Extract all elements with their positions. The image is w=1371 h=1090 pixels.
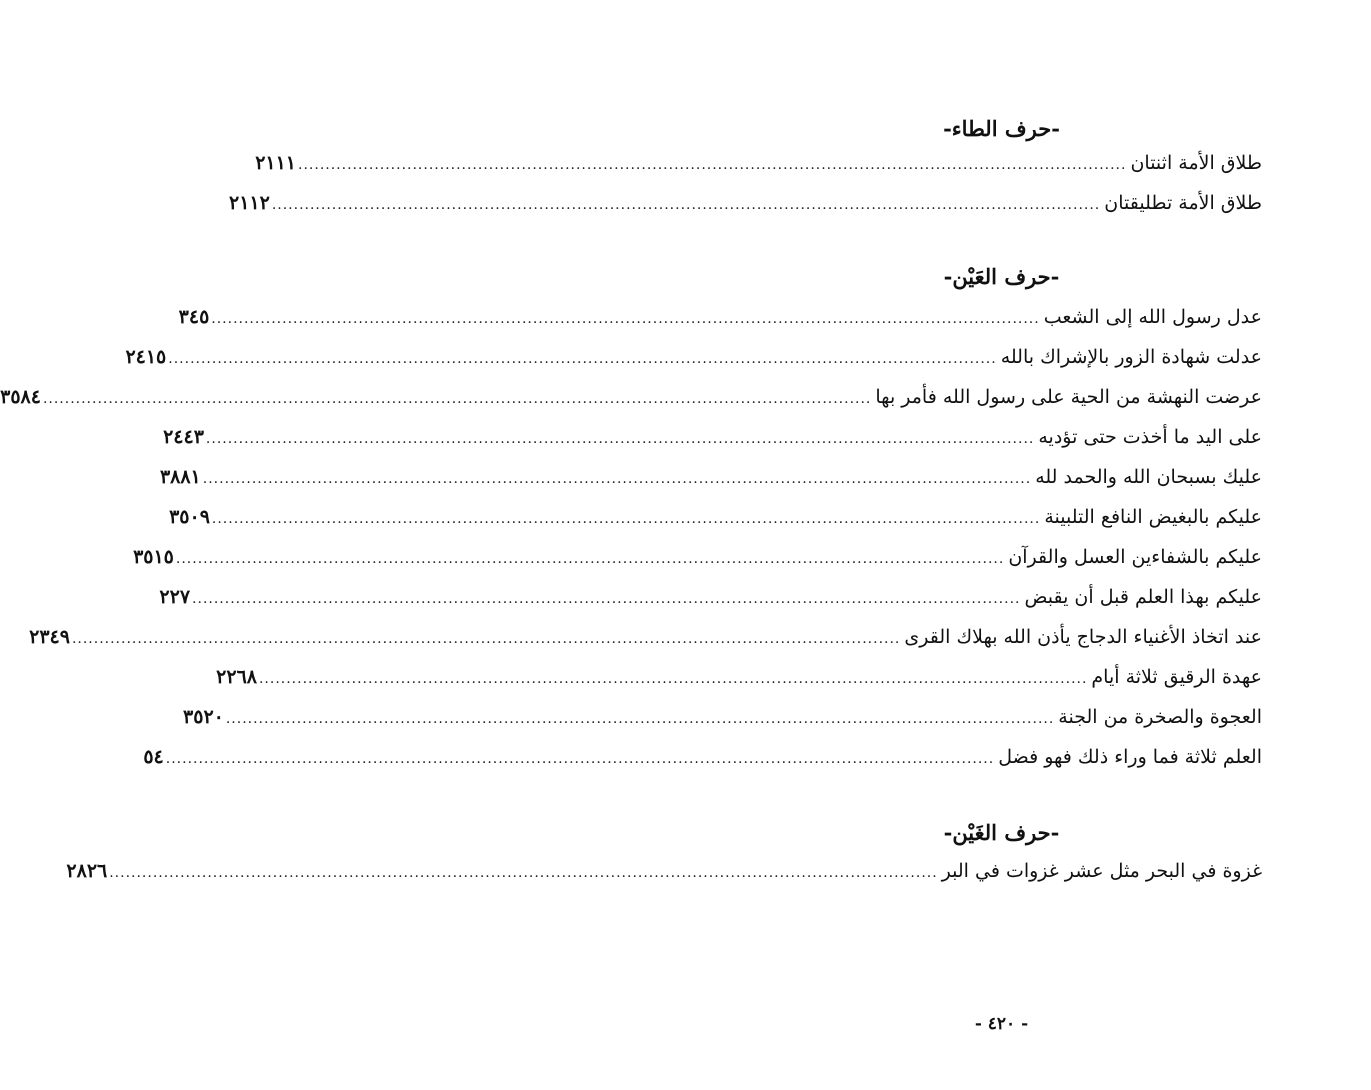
index-entry	[159, 462, 1262, 502]
entry-number: ٢٨٢٦	[66, 860, 108, 882]
entry-text: غزوة في البحر مثل عشر غزوات في البر	[941, 860, 1262, 882]
entry-number: ٢٤٤٣	[163, 426, 204, 448]
leader-dots: ........................................................................................................................................................	[192, 591, 1021, 607]
entry-text: عليكم بالشفاءين العسل والقرآن	[1008, 546, 1262, 568]
index-entry	[0, 382, 1262, 422]
entry-number: ٢٤١٥	[125, 346, 167, 368]
leader-dots: ........................................................................................................................................................	[211, 511, 1041, 527]
index-entry	[133, 542, 1262, 582]
index-entry	[29, 622, 1262, 662]
entry-text: عدلت شهادة الزور بالإشراك بالله	[1000, 346, 1262, 368]
entry-number: ٢٢٦٨	[216, 666, 257, 688]
index-entry	[228, 188, 1262, 228]
leader-dots: ........................................................................................................................................................	[258, 671, 1088, 687]
entry-text: عند اتخاذ الأغنياء الدجاج يأذن الله بهلاك القرى	[904, 626, 1262, 648]
section-heading-ghayn: -حرف الغَيْن-	[943, 820, 1060, 845]
leader-dots: ........................................................................................................................................................	[205, 431, 1035, 447]
index-entry	[125, 342, 1262, 382]
leader-dots: ........................................................................................................................................................	[165, 751, 995, 767]
entry-text: طلاق الأمة اثنتان	[1130, 152, 1262, 174]
index-entry	[143, 742, 1262, 782]
entry-text: عدل رسول الله إلى الشعب	[1043, 306, 1262, 328]
leader-dots: ........................................................................................................................................................	[298, 157, 1127, 173]
index-entry	[216, 662, 1262, 702]
entry-number: ٢٢٧	[159, 586, 191, 608]
page-number: - ٤٢٠ -	[974, 1014, 1029, 1034]
entry-number: ٣٥٨٤	[0, 386, 41, 408]
entry-text: عليكم بهذا العلم قبل أن يقبض	[1024, 586, 1262, 608]
entry-text: عرضت النهشة من الحية على رسول الله فأمر بها	[875, 386, 1262, 408]
leader-dots: ........................................................................................................................................................	[168, 351, 997, 367]
entries-ayn	[0, 302, 1262, 782]
index-entry	[163, 422, 1262, 462]
entry-number: ٣٥٢٠	[183, 706, 224, 728]
entry-number: ٣٥٠٩	[169, 506, 210, 528]
index-entry	[178, 302, 1262, 342]
entry-number: ٣٨٨١	[159, 466, 201, 488]
entry-text: العلم ثلاثة فما وراء ذلك فهو فضل	[998, 746, 1262, 768]
entry-text: عهدة الرقيق ثلاثة أيام	[1091, 666, 1262, 688]
entry-text: طلاق الأمة تطليقتان	[1104, 192, 1262, 214]
section-heading-ayn: -حرف العَيْن-	[943, 264, 1060, 289]
entry-text: العجوة والصخرة من الجنة	[1058, 706, 1262, 728]
index-entry	[255, 148, 1262, 188]
entry-number: ٥٤	[143, 746, 164, 768]
index-entry	[169, 502, 1262, 542]
entry-text: عليك بسبحان الله والحمد لله	[1035, 466, 1262, 488]
entry-number: ٣٤٥	[178, 306, 210, 328]
leader-dots: ........................................................................................................................................................	[42, 391, 872, 407]
section-heading-taa: -حرف الطاء-	[943, 116, 1060, 141]
entry-number: ٣٥١٥	[133, 546, 174, 568]
leader-dots: ........................................................................................................................................................	[71, 631, 901, 647]
leader-dots: ........................................................................................................................................................	[225, 711, 1055, 727]
entry-text: عليكم بالبغيض النافع التلبينة	[1044, 506, 1262, 528]
leader-dots: ........................................................................................................................................................	[175, 551, 1005, 567]
entry-text: على اليد ما أخذت حتى تؤديه	[1038, 426, 1262, 448]
index-entry	[183, 702, 1262, 742]
index-entry	[159, 582, 1262, 622]
entries-taa	[228, 148, 1262, 228]
entry-number: ٢١١٢	[228, 192, 270, 214]
entry-number: ٢٣٤٩	[29, 626, 70, 648]
leader-dots: ........................................................................................................................................................	[202, 471, 1032, 487]
entry-number: ٢١١١	[255, 152, 297, 174]
leader-dots: ........................................................................................................................................................	[271, 197, 1101, 213]
entries-ghayn	[66, 856, 1262, 896]
index-entry	[66, 856, 1262, 896]
leader-dots: ........................................................................................................................................................	[211, 311, 1040, 327]
leader-dots: ........................................................................................................................................................	[109, 865, 938, 881]
